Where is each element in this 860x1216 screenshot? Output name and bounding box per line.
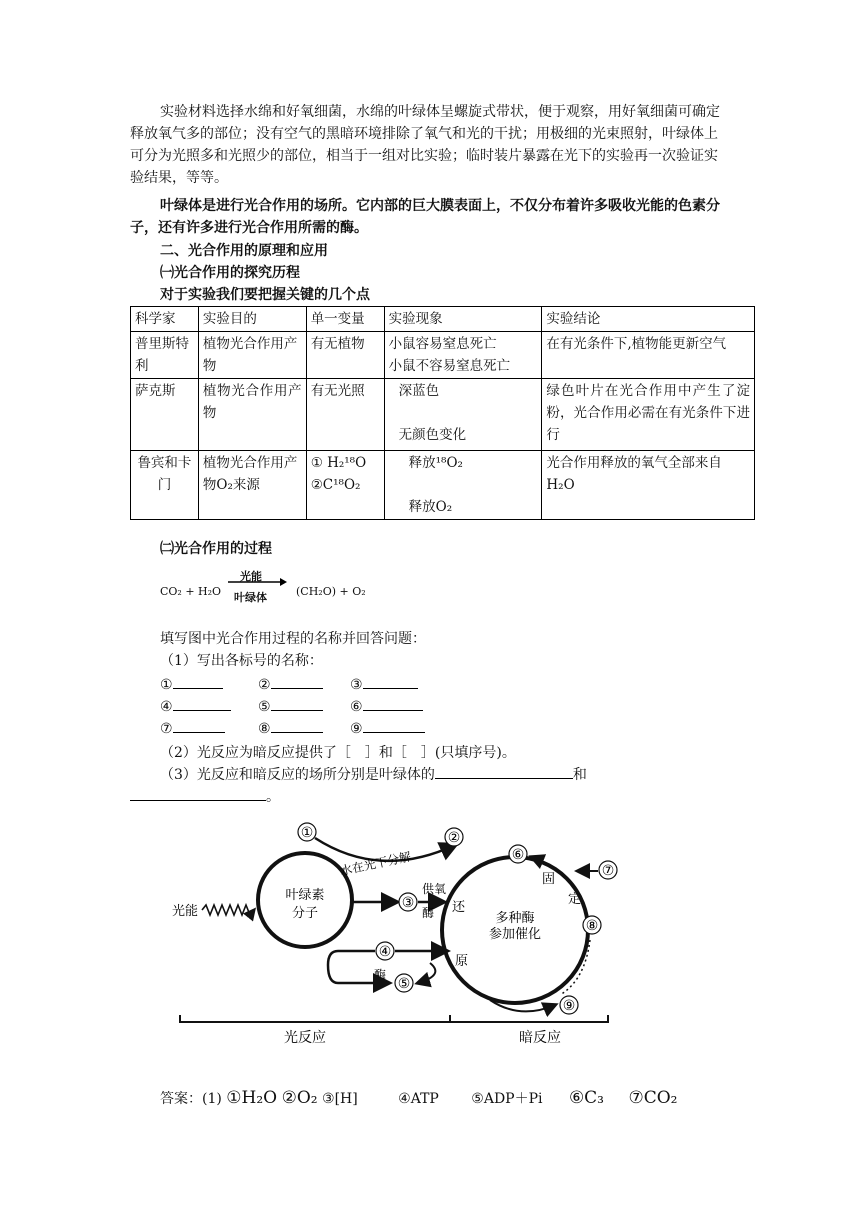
supply-o-label: 供氧 <box>422 882 447 896</box>
num-6: ⑥ <box>511 847 525 863</box>
question-2: （2）光反应为暗反应提供了［ ］和［ ］(只填序号)。 <box>160 745 516 761</box>
light-reaction-label: 光反应 <box>284 1030 326 1046</box>
answer-3: ③[H] <box>322 1091 358 1107</box>
table-header-row <box>131 307 755 332</box>
blank-line <box>363 674 418 689</box>
phenomenon-line: 深蓝色 <box>398 383 440 399</box>
phenomenon-line: 小鼠不容易窒息死亡 <box>388 358 511 374</box>
cell-phenomenon <box>384 332 542 379</box>
blank-label: ⑥ <box>350 699 363 715</box>
subsection-title-history: ㈠光合作用的探究历程 <box>160 265 300 281</box>
num-3: ③ <box>401 895 415 911</box>
num-5: ⑤ <box>397 976 411 992</box>
blank-label: ④ <box>160 699 173 715</box>
blank-item-2[interactable] <box>258 674 323 693</box>
cell-purpose: 植物光合作用产物 <box>198 332 306 379</box>
equation-condition-chloroplast: 叶绿体 <box>234 591 267 604</box>
light-reaction-brace <box>180 1015 450 1022</box>
question-3-end: 。 <box>266 789 280 805</box>
blank-label: ③ <box>350 677 363 693</box>
equation-condition-light: 光能 <box>240 570 262 583</box>
light-energy-label: 光能 <box>172 904 199 919</box>
blank-line <box>363 696 423 711</box>
answer-7: ⑦CO₂ <box>628 1088 678 1108</box>
cell-scientist: 萨克斯 <box>131 379 199 451</box>
num-9: ⑨ <box>562 998 576 1014</box>
question-3-and: 和 <box>572 767 587 783</box>
chlorophyll-label: 叶绿素 <box>285 888 325 903</box>
blank-label: ① <box>160 677 173 693</box>
molecule-label: 分子 <box>291 906 319 921</box>
num-2: ② <box>447 830 461 846</box>
equation-arrow <box>226 576 288 588</box>
multi-enzyme-label-2: 参加催化 <box>488 927 542 942</box>
equation-left: CO₂ + H₂O <box>160 585 222 598</box>
dark-reaction-label: 暗反应 <box>519 1030 561 1046</box>
answer-6: ⑥C₃ <box>568 1088 604 1108</box>
header-phenomenon: 实验现象 <box>384 307 542 332</box>
num-8: ⑧ <box>585 918 599 934</box>
table-row <box>131 451 755 520</box>
blank-line <box>173 718 225 733</box>
answer-2: ②O₂ <box>281 1088 318 1108</box>
cell-conclusion: 绿色叶片在光合作用中产生了淀粉，光合作用必需在有光条件下进行 <box>542 379 755 451</box>
light-wave <box>202 905 254 915</box>
table-caption: 对于实验我们要把握关键的几个点 <box>160 287 370 303</box>
blank-item-5[interactable] <box>258 696 323 715</box>
dark-reaction-brace <box>450 1015 608 1022</box>
cell-variable: 有无光照 <box>306 379 384 451</box>
blank-line <box>173 696 231 711</box>
phenomenon-line: 小鼠容易窒息死亡 <box>388 336 497 352</box>
blank-item-8[interactable] <box>258 718 323 737</box>
cell-variable: 有无植物 <box>306 332 384 379</box>
phenomenon-line: 释放¹⁸O₂ <box>408 455 463 471</box>
blank-line <box>271 696 323 711</box>
header-variable: 单一变量 <box>306 307 384 332</box>
question-1: （1）写出各标号的名称： <box>160 653 323 669</box>
cell-purpose: 植物光合作用产物O₂来源 <box>198 451 306 520</box>
question-intro: 填写图中光合作用过程的名称并回答问题： <box>160 631 426 647</box>
blank-item-9[interactable] <box>350 718 425 737</box>
paragraph-materials: 实验材料选择水绵和好氧细菌，水绵的叶绿体呈螺旋式带状，便于观察，用好氧细菌可确定释放氧气多的部位；没有空气的黑暗环境排除了氧气和光的干扰；用极细的光束照射，叶绿体上可分为光照多和光照少的部位，相当于一组对比实验；临时装片暴露在光下的实验再一次验证实验结果，等等。 <box>130 104 720 186</box>
answer-line <box>160 1088 677 1108</box>
question-3 <box>160 764 760 786</box>
blank-item-3[interactable] <box>350 674 418 693</box>
blank-item-6[interactable] <box>350 696 423 715</box>
enzyme-label-bottom: 酶 <box>374 968 387 982</box>
blank-line-stroma-1[interactable] <box>435 764 573 779</box>
phenomenon-line: 释放O₂ <box>408 499 453 515</box>
cell-scientist: 普里斯特利 <box>131 332 199 379</box>
fix-label-2: 定 <box>568 892 582 907</box>
cell-phenomenon <box>384 451 542 520</box>
cell-scientist: 鲁宾和卡门 <box>131 451 199 520</box>
answer-prefix: 答案：(1) <box>160 1091 222 1107</box>
blank-grid <box>160 674 560 744</box>
table-row <box>131 332 755 379</box>
cell-conclusion: 光合作用释放的氧气全部来自H₂O <box>542 451 755 520</box>
paragraph-chloroplast: 叶绿体是进行光合作用的场所。它内部的巨大膜表面上，不仅分布着许多吸收光能的色素分子，还有许多进行光合作用所需的酶。 <box>130 198 720 236</box>
blank-label: ② <box>258 677 271 693</box>
question-3-text: （3）光反应和暗反应的场所分别是叶绿体的 <box>160 767 435 783</box>
blank-line <box>271 718 323 733</box>
header-purpose: 实验目的 <box>198 307 306 332</box>
subsection-title-process: ㈡光合作用的过程 <box>160 541 272 557</box>
num-7: ⑦ <box>601 863 615 879</box>
blank-line <box>363 718 425 733</box>
section-title: 二、光合作用的原理和应用 <box>160 243 328 259</box>
variable-line: ②C¹⁸O₂ <box>310 477 361 493</box>
enzyme-label-top: 酶 <box>422 906 435 920</box>
cell-conclusion: 在有光条件下,植物能更新空气 <box>542 332 755 379</box>
photosynthesis-diagram <box>160 815 640 1070</box>
blank-label: ⑨ <box>350 721 363 737</box>
answer-5: ⑤ADP＋Pi <box>471 1091 543 1107</box>
blank-line <box>173 674 223 689</box>
cell-phenomenon <box>384 379 542 451</box>
table-row <box>131 379 755 451</box>
adp-return-arrow <box>418 963 435 983</box>
cell-variable <box>306 451 384 520</box>
fix-label-1: 固 <box>542 872 556 887</box>
question-3-cont <box>130 786 730 808</box>
cell-purpose: 植物光合作用产物 <box>198 379 306 451</box>
reduce-label-2: 原 <box>455 954 469 969</box>
header-conclusion: 实验结论 <box>542 307 755 332</box>
blank-item-7[interactable] <box>160 718 225 737</box>
blank-item-1[interactable] <box>160 674 223 693</box>
water-split-label: 水在光下分解 <box>339 849 413 879</box>
experiment-table <box>130 306 755 520</box>
reduce-label-1: 还 <box>452 900 466 915</box>
blank-label: ⑤ <box>258 699 271 715</box>
blank-line-stroma-2[interactable] <box>130 786 266 801</box>
equation-right: (CH₂O) + O₂ <box>296 585 366 598</box>
blank-label: ⑦ <box>160 721 173 737</box>
blank-item-4[interactable] <box>160 696 231 715</box>
num-1: ① <box>300 825 314 841</box>
header-scientist: 科学家 <box>131 307 199 332</box>
answer-4: ④ATP <box>398 1091 439 1107</box>
num-4: ④ <box>378 944 392 960</box>
variable-line: ① H₂¹⁸O <box>310 455 367 471</box>
answer-1: ①H₂O <box>226 1088 278 1108</box>
phenomenon-line: 无颜色变化 <box>398 427 467 443</box>
blank-label: ⑧ <box>258 721 271 737</box>
multi-enzyme-label-1: 多种酶 <box>495 911 535 926</box>
blank-line <box>271 674 323 689</box>
